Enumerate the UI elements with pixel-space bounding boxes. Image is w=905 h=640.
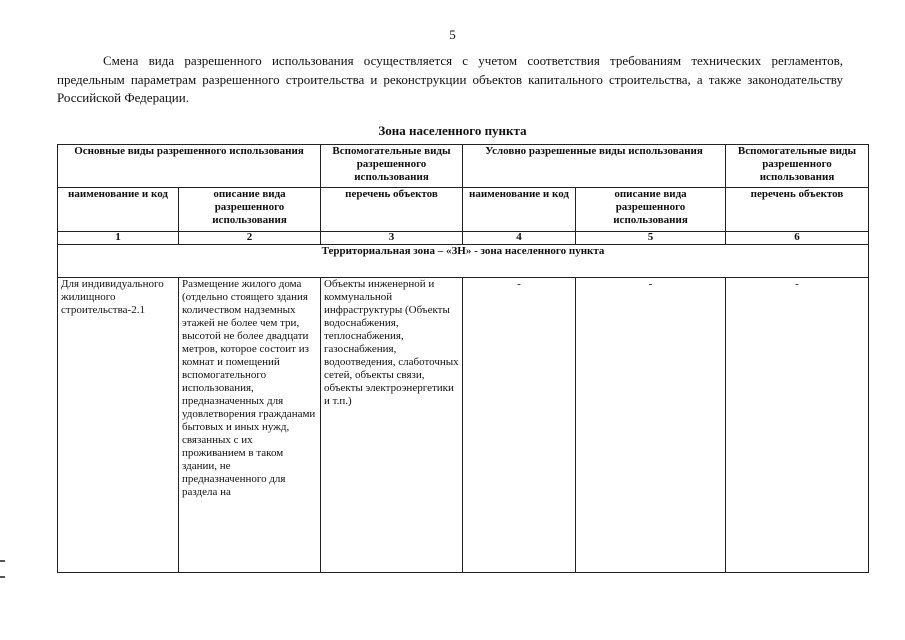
- column-number: 6: [726, 232, 869, 245]
- subheader-aux-right-list: перечень объектов: [726, 188, 869, 232]
- column-number-row: [58, 232, 869, 245]
- column-number: 1: [58, 232, 179, 245]
- column-number: 4: [463, 232, 576, 245]
- cell-cond-name: -: [463, 278, 576, 573]
- subheader-cond-description: описание вида разрешенного использования: [576, 188, 726, 232]
- scan-edge-mark: [0, 560, 5, 578]
- zone-row: [58, 245, 869, 278]
- subheader-cond-name: наименование и код: [463, 188, 576, 232]
- cell-description: Размещение жилого дома (отдельно стоящего здания количеством надземных этажей не более чем три, высотой не более двадцати метров, которое состоит из комнат и помещений вспомогательного использования, предназначенных для удовлетворения гражданами бытовых и иных нужд, связанных с их проживанием в таком здании, не предназначенного для раздела на: [179, 278, 321, 573]
- cell-name-code: Для индивидуального жилищного строительства-2.1: [58, 278, 179, 573]
- table-sub-header-row: [58, 188, 869, 232]
- zone-title: Зона населенного пункта: [378, 123, 527, 138]
- column-number: 2: [179, 232, 321, 245]
- table-group-header-row: [58, 145, 869, 188]
- subheader-aux-list: перечень объектов: [321, 188, 463, 232]
- subheader-main-name: наименование и код: [58, 188, 179, 232]
- header-auxiliary-uses-right: Вспомогательные виды разрешенного использования: [726, 145, 869, 188]
- header-auxiliary-uses: Вспомогательные виды разрешенного использования: [321, 145, 463, 188]
- zone-row-label: Территориальная зона – «ЗН» - зона населенного пункта: [58, 245, 869, 278]
- table-row: [58, 278, 869, 573]
- intro-paragraph: Смена вида разрешенного использования осуществляется с учетом соответствия требованиям технических регламентов, предельным параметрам разрешенного строительства и реконструкции объектов капитального строительства, а также законодательству Российской Федерации.: [57, 53, 843, 105]
- subheader-main-description: описание вида разрешенного использования: [179, 188, 321, 232]
- column-number: 3: [321, 232, 463, 245]
- page-number: 5: [449, 27, 456, 42]
- cell-objects: Объекты инженерной и коммунальной инфраструктуры (Объекты водоснабжения, теплоснабжения, газоснабжения, водоотведения, слаботочных сетей, объекты связи, объекты электроэнергетики и т.п.): [321, 278, 463, 573]
- permitted-use-table: [57, 144, 869, 573]
- header-conditional-uses: Условно разрешенные виды использования: [463, 145, 726, 188]
- cell-cond-description: -: [576, 278, 726, 573]
- column-number: 5: [576, 232, 726, 245]
- header-main-uses: Основные виды разрешенного использования: [58, 145, 321, 188]
- cell-aux-right-list: -: [726, 278, 869, 573]
